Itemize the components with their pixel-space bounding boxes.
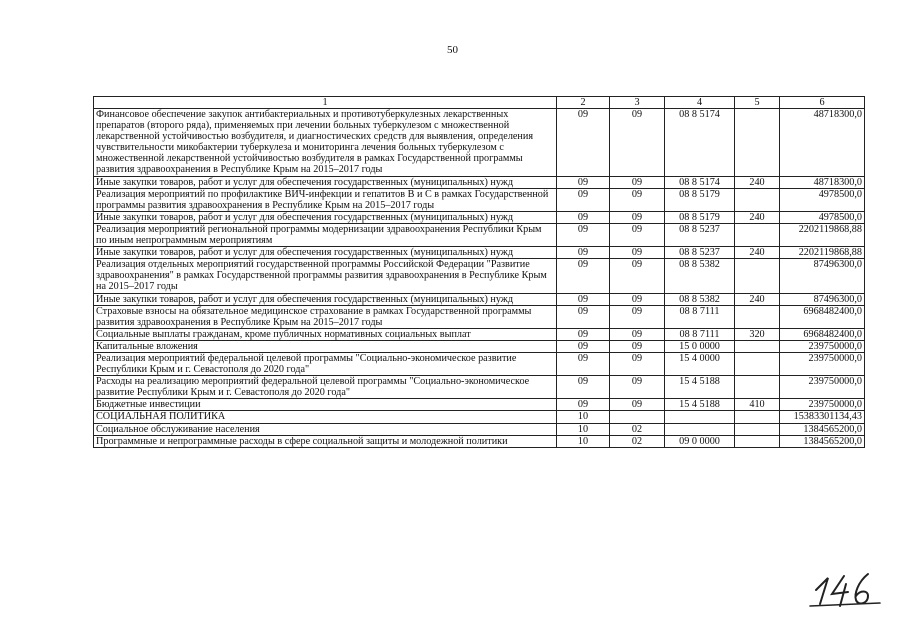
row-type-cell: 240: [735, 247, 780, 259]
row-section-cell: 10: [557, 423, 610, 435]
row-section-cell: 09: [557, 109, 610, 177]
row-amount-cell: 239750000,0: [780, 376, 865, 399]
row-section-cell: 09: [557, 352, 610, 375]
row-subsection-cell: 09: [610, 293, 665, 305]
row-target-cell: 09 0 0000: [665, 435, 735, 447]
row-name-cell: Страховые взносы на обязательное медицинское страхование в рамках Государственной программы развития здравоохранения в Республике Крым на 2015–2017 годы: [94, 305, 557, 328]
row-target-cell: 15 4 5188: [665, 399, 735, 411]
row-subsection-cell: 09: [610, 399, 665, 411]
row-target-cell: 08 8 5237: [665, 247, 735, 259]
row-target-cell: 08 8 5179: [665, 188, 735, 211]
table-row: [94, 211, 865, 223]
table-row: [94, 247, 865, 259]
table-row: [94, 423, 865, 435]
row-amount-cell: 4978500,0: [780, 188, 865, 211]
row-name-cell: Финансовое обеспечение закупок антибактериальных и противотуберкулезных лекарственных препаратов (второго ряда), применяемых при лечении больных туберкулезом с множественной лекарственной устойчивостью возбудителя, и диагностических средств для выявления, определения чувствительности микобактерии туберкулеза и мониторинга лечения больных туберкулезом с множественной лекарственной устойчивостью возбудителя в рамках Государственной программы развития здравоохранения в Республике Крым на 2015–2017 годы: [94, 109, 557, 177]
row-target-cell: 08 8 7111: [665, 305, 735, 328]
row-name-cell: Реализация мероприятий региональной программы модернизации здравоохранения Республики Крым по иным непрограммным мероприятиям: [94, 223, 557, 246]
row-name-cell: Иные закупки товаров, работ и услуг для обеспечения государственных (муниципальных) нужд: [94, 176, 557, 188]
row-name-cell: Реализация мероприятий по профилактике ВИЧ-инфекции и гепатитов В и С в рамках Государственной программы развития здравоохранения в Республике Крым на 2015–2017 годы: [94, 188, 557, 211]
table-row: [94, 399, 865, 411]
column-header: 3: [610, 97, 665, 109]
column-header: 4: [665, 97, 735, 109]
row-subsection-cell: 09: [610, 305, 665, 328]
table-row: [94, 305, 865, 328]
table-row: [94, 176, 865, 188]
row-type-cell: [735, 376, 780, 399]
row-name-cell: Капитальные вложения: [94, 340, 557, 352]
row-type-cell: [735, 423, 780, 435]
table-row: [94, 435, 865, 447]
row-subsection-cell: 09: [610, 247, 665, 259]
row-amount-cell: 1384565200,0: [780, 423, 865, 435]
row-target-cell: [665, 411, 735, 423]
row-section-cell: 09: [557, 305, 610, 328]
page-number: 50: [447, 44, 458, 56]
row-type-cell: 240: [735, 211, 780, 223]
row-name-cell: Расходы на реализацию мероприятий федеральной целевой программы "Социально-экономическое развитие Республики Крым и г. Севастополя до 2020 года": [94, 376, 557, 399]
row-section-cell: 09: [557, 259, 610, 293]
row-type-cell: [735, 188, 780, 211]
row-section-cell: 10: [557, 411, 610, 423]
table-row: [94, 223, 865, 246]
row-subsection-cell: 09: [610, 340, 665, 352]
row-section-cell: 09: [557, 376, 610, 399]
row-type-cell: [735, 223, 780, 246]
row-target-cell: 08 8 5174: [665, 176, 735, 188]
row-type-cell: [735, 352, 780, 375]
row-name-cell: Программные и непрограммные расходы в сфере социальной защиты и молодежной политики: [94, 435, 557, 447]
table-body: [94, 109, 865, 448]
row-subsection-cell: 09: [610, 259, 665, 293]
row-section-cell: 09: [557, 293, 610, 305]
row-target-cell: 08 8 7111: [665, 328, 735, 340]
row-type-cell: [735, 305, 780, 328]
row-amount-cell: 87496300,0: [780, 293, 865, 305]
table-row: [94, 293, 865, 305]
row-amount-cell: 4978500,0: [780, 211, 865, 223]
row-section-cell: 09: [557, 211, 610, 223]
row-amount-cell: 15383301134,43: [780, 411, 865, 423]
row-name-cell: Социальные выплаты гражданам, кроме публичных нормативных социальных выплат: [94, 328, 557, 340]
row-section-cell: 09: [557, 340, 610, 352]
table-header-row: [94, 97, 865, 109]
row-section-cell: 09: [557, 328, 610, 340]
row-target-cell: 08 8 5382: [665, 293, 735, 305]
table-row: [94, 376, 865, 399]
row-type-cell: 320: [735, 328, 780, 340]
row-section-cell: 10: [557, 435, 610, 447]
row-section-cell: 09: [557, 188, 610, 211]
column-header: 2: [557, 97, 610, 109]
row-target-cell: 08 8 5382: [665, 259, 735, 293]
row-amount-cell: 6968482400,0: [780, 328, 865, 340]
row-target-cell: 08 8 5174: [665, 109, 735, 177]
row-name-cell: Бюджетные инвестиции: [94, 399, 557, 411]
row-section-cell: 09: [557, 247, 610, 259]
row-target-cell: 15 0 0000: [665, 340, 735, 352]
budget-table: [93, 96, 865, 448]
row-amount-cell: 239750000,0: [780, 340, 865, 352]
row-amount-cell: 239750000,0: [780, 352, 865, 375]
table-row: [94, 328, 865, 340]
row-amount-cell: 48718300,0: [780, 109, 865, 177]
table-row: [94, 188, 865, 211]
row-target-cell: 08 8 5237: [665, 223, 735, 246]
row-target-cell: 15 4 0000: [665, 352, 735, 375]
row-type-cell: [735, 340, 780, 352]
row-subsection-cell: 09: [610, 109, 665, 177]
handwritten-page-number: [806, 570, 886, 608]
row-name-cell: Реализация отдельных мероприятий государственной программы Российской Федерации "Развитие здравоохранения" в рамках Государственной программы развития здравоохранения в Республике Крым на 2015–2017 годы: [94, 259, 557, 293]
row-subsection-cell: 02: [610, 435, 665, 447]
row-amount-cell: 2202119868,88: [780, 223, 865, 246]
table-row: [94, 340, 865, 352]
column-header: 5: [735, 97, 780, 109]
table-row: [94, 109, 865, 177]
row-target-cell: 15 4 5188: [665, 376, 735, 399]
row-section-cell: 09: [557, 399, 610, 411]
row-type-cell: [735, 411, 780, 423]
row-subsection-cell: 09: [610, 352, 665, 375]
row-target-cell: 08 8 5179: [665, 211, 735, 223]
column-header: 6: [780, 97, 865, 109]
row-subsection-cell: 02: [610, 423, 665, 435]
row-amount-cell: 2202119868,88: [780, 247, 865, 259]
handwritten-number-drawing: [806, 570, 886, 608]
row-name-cell: Иные закупки товаров, работ и услуг для обеспечения государственных (муниципальных) нужд: [94, 293, 557, 305]
row-section-cell: 09: [557, 176, 610, 188]
row-type-cell: [735, 259, 780, 293]
row-name-cell: Иные закупки товаров, работ и услуг для обеспечения государственных (муниципальных) нужд: [94, 211, 557, 223]
row-type-cell: 240: [735, 293, 780, 305]
row-name-cell: Социальное обслуживание населения: [94, 423, 557, 435]
row-amount-cell: 6968482400,0: [780, 305, 865, 328]
row-amount-cell: 1384565200,0: [780, 435, 865, 447]
row-subsection-cell: 09: [610, 211, 665, 223]
table-row: [94, 411, 865, 423]
row-target-cell: [665, 423, 735, 435]
row-subsection-cell: [610, 411, 665, 423]
row-section-cell: 09: [557, 223, 610, 246]
row-type-cell: [735, 109, 780, 177]
row-subsection-cell: 09: [610, 328, 665, 340]
row-type-cell: 410: [735, 399, 780, 411]
table-row: [94, 259, 865, 293]
row-subsection-cell: 09: [610, 376, 665, 399]
row-name-cell: СОЦИАЛЬНАЯ ПОЛИТИКА: [94, 411, 557, 423]
row-amount-cell: 239750000,0: [780, 399, 865, 411]
row-subsection-cell: 09: [610, 188, 665, 211]
row-type-cell: 240: [735, 176, 780, 188]
row-type-cell: [735, 435, 780, 447]
row-name-cell: Реализация мероприятий федеральной целевой программы "Социально-экономическое развитие Республики Крым и г. Севастополя до 2020 года": [94, 352, 557, 375]
row-subsection-cell: 09: [610, 176, 665, 188]
row-subsection-cell: 09: [610, 223, 665, 246]
row-amount-cell: 48718300,0: [780, 176, 865, 188]
row-name-cell: Иные закупки товаров, работ и услуг для обеспечения государственных (муниципальных) нужд: [94, 247, 557, 259]
column-header: 1: [94, 97, 557, 109]
table-row: [94, 352, 865, 375]
row-amount-cell: 87496300,0: [780, 259, 865, 293]
